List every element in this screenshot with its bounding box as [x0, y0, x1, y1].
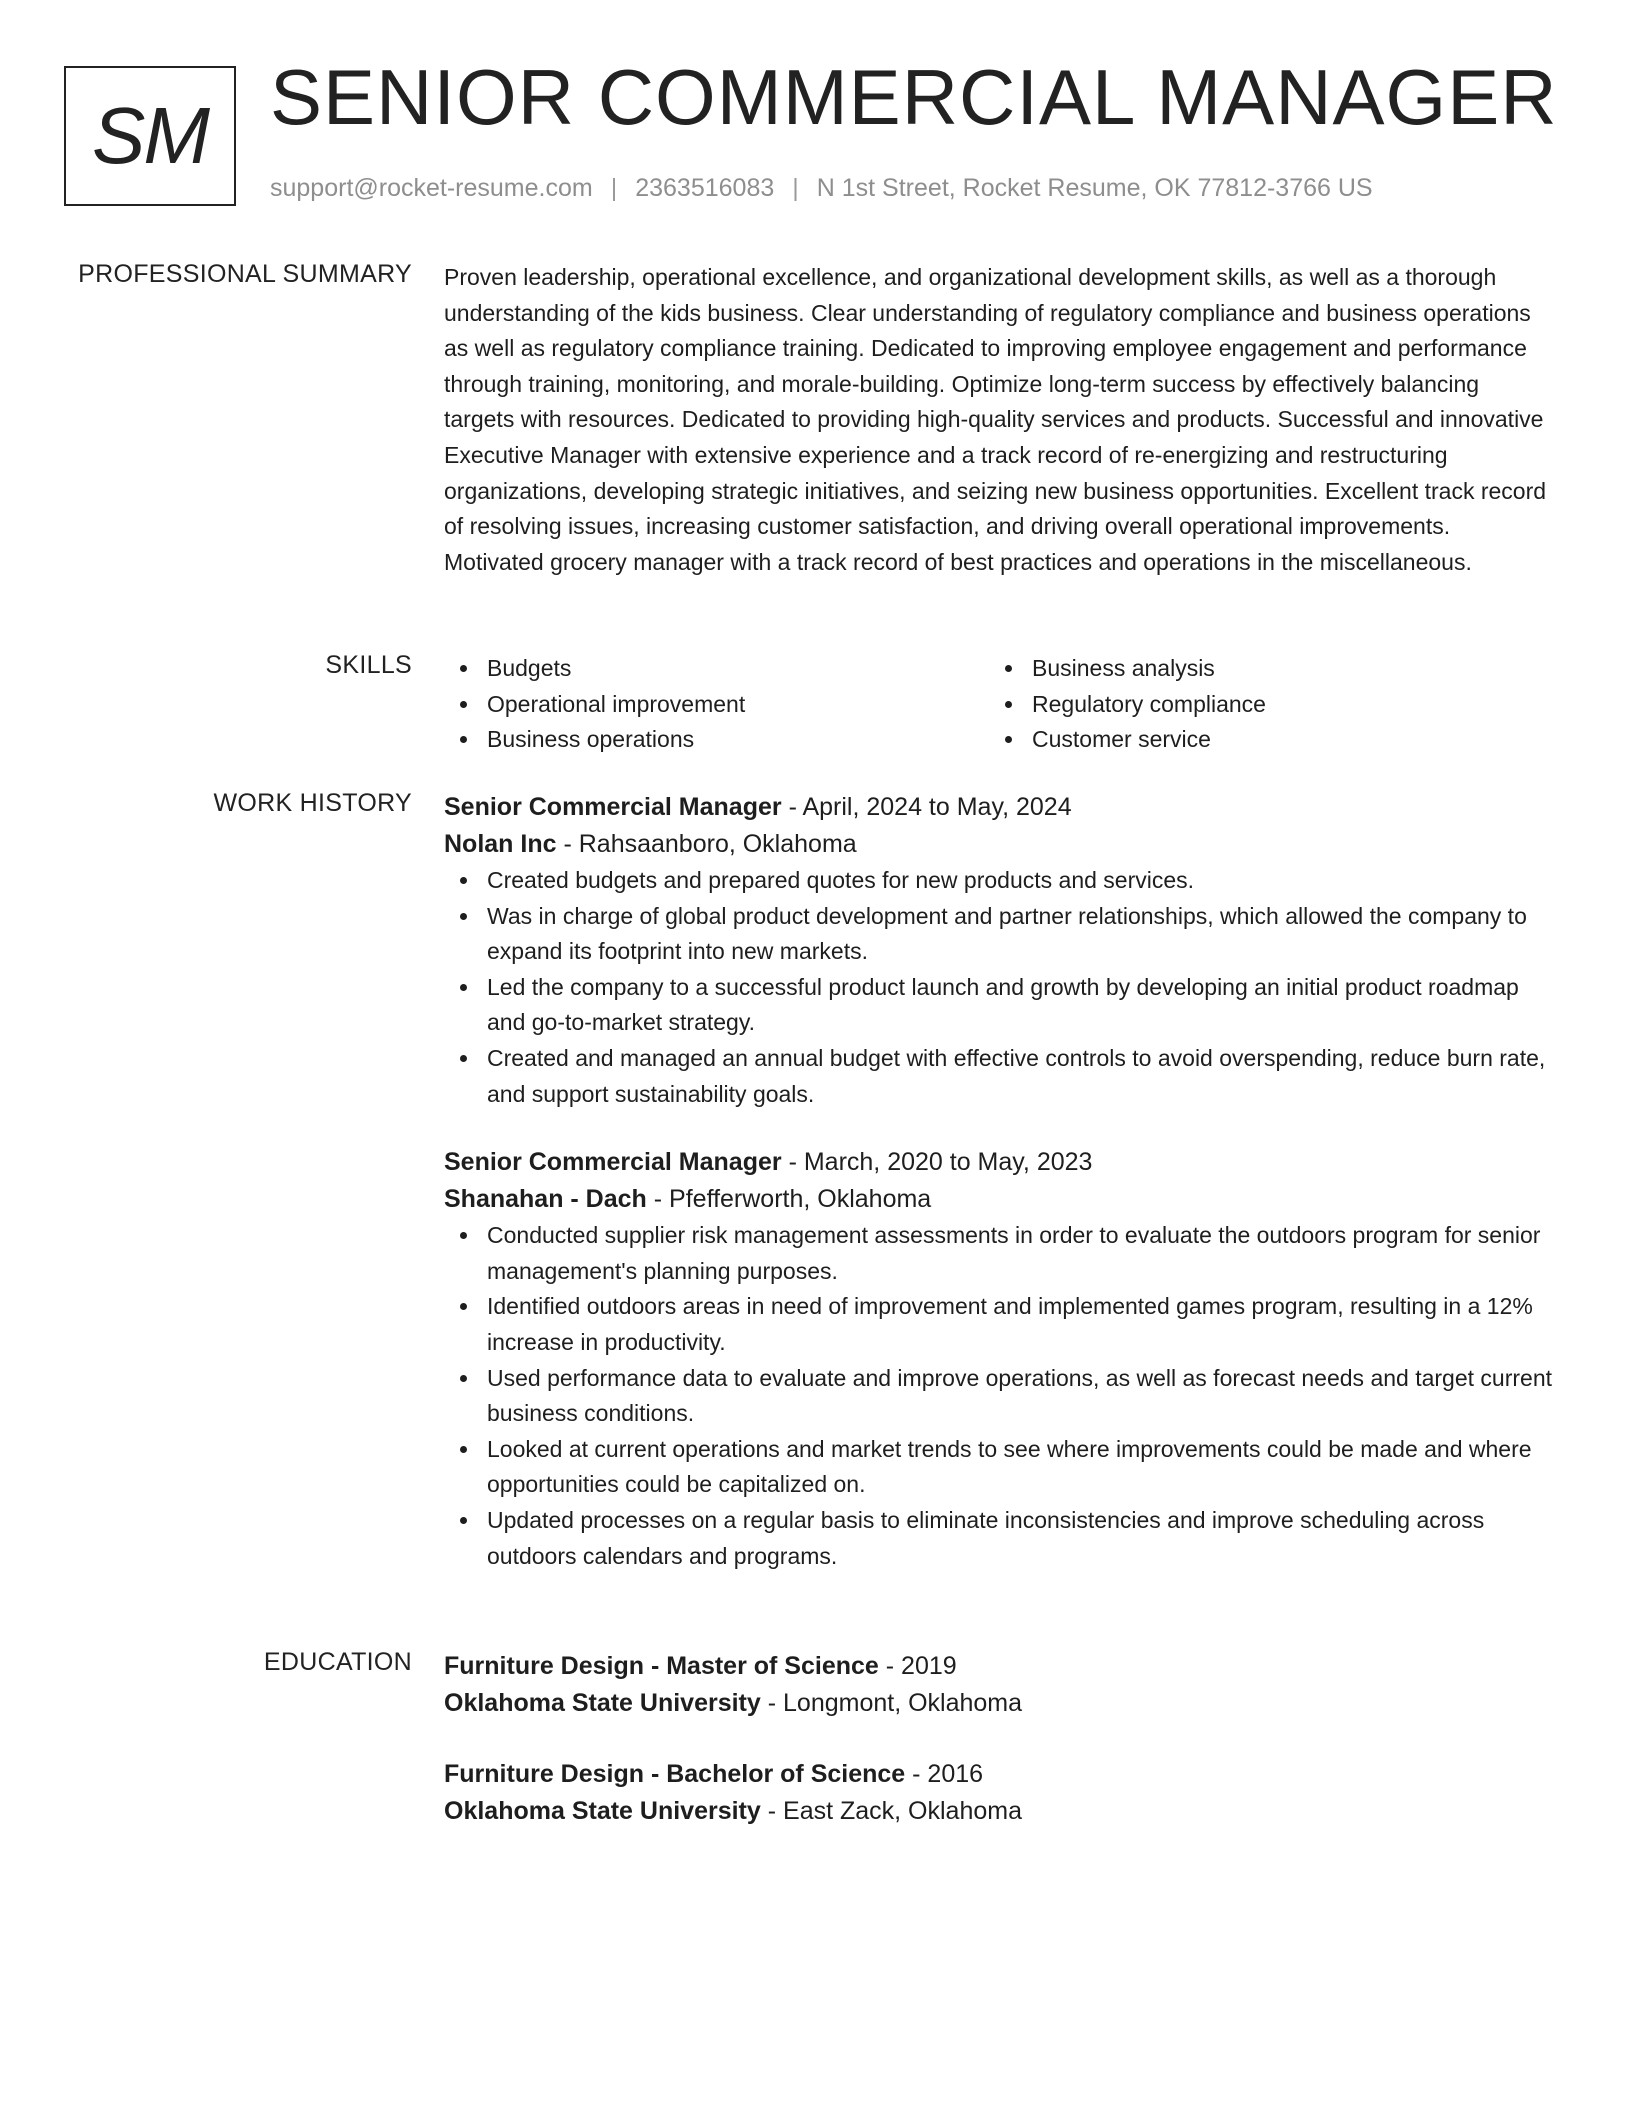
job-title: Senior Commercial Manager	[444, 1148, 782, 1177]
job-bullet: Created and managed an annual budget with effective controls to avoid overspending, reduce burn rate, and support sustainability goals.	[444, 1041, 1554, 1112]
education-degree: Furniture Design - Master of Science	[444, 1652, 879, 1680]
job-dates: - March, 2020 to May, 2023	[781, 1148, 1093, 1177]
skills-label: SKILLS	[325, 651, 412, 679]
job-bullet: Used performance data to evaluate and improve operations, as well as forecast needs and target current business conditions.	[444, 1361, 1554, 1432]
education-entry	[444, 1648, 1554, 1722]
summary-text: Proven leadership, operational excellence, and organizational development skills, as well as a thorough understanding of the kids business. Clear understanding of regulatory compliance and business operations as well as regulatory compliance training. Dedicated to improving employee engagement and performance through training, monitoring, and morale-building. Optimize long-term success by effectively balancing targets with resources. Dedicated to providing high-quality services and products. Successful and innovative Executive Manager with extensive experience and a track record of re-energizing and restructuring organizations, developing strategic initiatives, and seizing new business opportunities. Excellent track record of resolving issues, increasing customer satisfaction, and driving overall operational improvements. Motivated grocery manager with a track record of best practices and operations in the miscellaneous.	[444, 264, 1547, 575]
education-location: - East Zack, Oklahoma	[760, 1797, 1022, 1825]
education-label: EDUCATION	[263, 1648, 412, 1676]
job-bullet: Looked at current operations and market trends to see where improvements could be made and where opportunities could be capitalized on.	[444, 1432, 1554, 1503]
contact-address: N 1st Street, Rocket Resume, OK 77812-3766 US	[816, 174, 1373, 202]
contact-separator: |	[610, 174, 618, 202]
job-company: Nolan Inc	[444, 830, 557, 858]
education-school: Oklahoma State University	[444, 1797, 761, 1825]
education-year: - 2016	[905, 1760, 984, 1788]
job-bullet: Conducted supplier risk management assessments in order to evaluate the outdoors program for senior management's planning purposes.	[444, 1218, 1554, 1289]
job-bullets	[444, 1218, 1554, 1574]
contact-email: support@rocket-resume.com	[270, 174, 593, 202]
job-company-line	[444, 1181, 1554, 1218]
job-title: Senior Commercial Manager	[444, 793, 782, 821]
education-entry	[444, 1756, 1554, 1830]
education-school: Oklahoma State University	[444, 1689, 761, 1717]
education-year: - 2019	[878, 1652, 957, 1680]
job-bullet: Created budgets and prepared quotes for new products and services.	[444, 863, 1554, 899]
job-entry	[444, 789, 1554, 1112]
job-bullet: Updated processes on a regular basis to eliminate inconsistencies and improve scheduling across outdoors calendars and programs.	[444, 1503, 1554, 1574]
education-degree: Furniture Design - Bachelor of Science	[444, 1760, 906, 1788]
contact-separator: |	[792, 174, 799, 202]
skills-body	[444, 651, 1554, 758]
job-title-line	[444, 1144, 1554, 1181]
job-location: - Rahsaanboro, Oklahoma	[556, 830, 857, 858]
job-entry	[444, 1144, 1554, 1574]
work-label: WORK HISTORY	[213, 789, 412, 817]
skill-item: Regulatory compliance	[989, 687, 1534, 723]
job-bullet: Led the company to a successful product launch and growth by developing an initial product roadmap and go-to-market strategy.	[444, 970, 1554, 1041]
job-company-line	[444, 826, 1554, 863]
skill-item: Business analysis	[989, 651, 1534, 687]
job-dates: - April, 2024 to May, 2024	[781, 793, 1072, 821]
education-school-line	[444, 1793, 1554, 1830]
job-company: Shanahan - Dach	[444, 1185, 647, 1214]
skill-item: Business operations	[444, 722, 989, 758]
skills-list-right	[989, 651, 1534, 758]
contact-phone: 2363516083	[635, 174, 775, 202]
education-location: - Longmont, Oklahoma	[760, 1689, 1023, 1717]
education-school-line	[444, 1685, 1554, 1722]
skills-list-left	[444, 651, 989, 758]
job-bullet: Identified outdoors areas in need of improvement and implemented games program, resulting in a 12% increase in productivity.	[444, 1289, 1554, 1360]
monogram-initials: SM	[92, 91, 208, 180]
skills-grid	[444, 651, 1554, 758]
skill-item: Operational improvement	[444, 687, 989, 723]
education-degree-line	[444, 1648, 1554, 1685]
summary-body	[444, 260, 1554, 580]
summary-label: PROFESSIONAL SUMMARY	[78, 260, 412, 288]
job-location: - Pfefferworth, Oklahoma	[646, 1185, 932, 1214]
resume-name-title: SENIOR COMMERCIAL MANAGER	[270, 53, 1558, 141]
education-degree-line	[444, 1756, 1554, 1793]
contact-line	[270, 174, 1373, 203]
monogram-box	[64, 66, 236, 206]
skill-item: Budgets	[444, 651, 989, 687]
education-body	[444, 1648, 1554, 1830]
job-bullet: Was in charge of global product development and partner relationships, which allowed the company to expand its footprint into new markets.	[444, 899, 1554, 970]
skill-item: Customer service	[989, 722, 1534, 758]
work-body	[444, 789, 1554, 1574]
job-bullets	[444, 863, 1554, 1112]
job-title-line	[444, 789, 1554, 826]
